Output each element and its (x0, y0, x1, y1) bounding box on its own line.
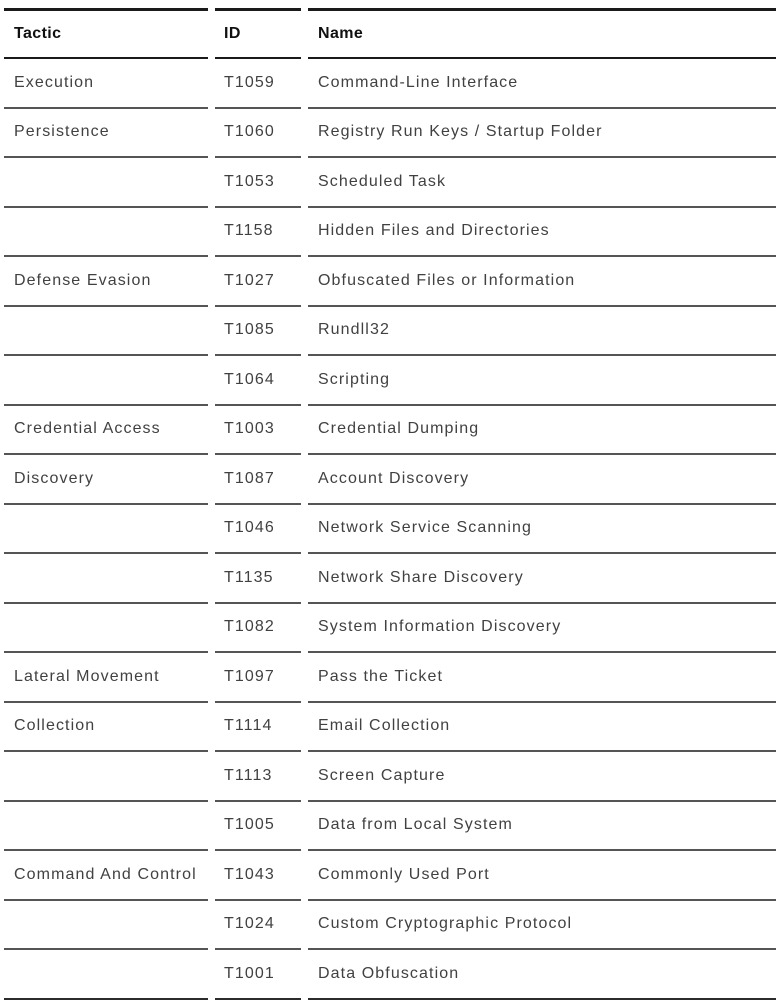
table-row (4, 455, 776, 505)
cell-tactic (4, 950, 208, 1000)
cell-id: T1085 (215, 307, 301, 357)
cell-id: T1158 (215, 208, 301, 258)
cell-id: T1005 (215, 802, 301, 852)
cell-name: Scripting (308, 356, 776, 406)
column-header-id: ID (215, 8, 301, 59)
table-row (4, 950, 776, 1000)
table-row (4, 59, 776, 109)
cell-id: T1027 (215, 257, 301, 307)
cell-name: Obfuscated Files or Information (308, 257, 776, 307)
table-row (4, 851, 776, 901)
cell-name: Scheduled Task (308, 158, 776, 208)
cell-tactic: Persistence (4, 109, 208, 159)
cell-name: Command-Line Interface (308, 59, 776, 109)
cell-tactic (4, 752, 208, 802)
table-row (4, 307, 776, 357)
cell-tactic: Command And Control (4, 851, 208, 901)
table-row (4, 356, 776, 406)
techniques-table (4, 8, 776, 1000)
cell-tactic (4, 158, 208, 208)
table-row (4, 604, 776, 654)
table-body (4, 59, 776, 1000)
cell-id: T1135 (215, 554, 301, 604)
cell-tactic (4, 307, 208, 357)
cell-tactic (4, 505, 208, 555)
cell-id: T1043 (215, 851, 301, 901)
cell-id: T1113 (215, 752, 301, 802)
cell-tactic (4, 356, 208, 406)
cell-id: T1046 (215, 505, 301, 555)
cell-name: Account Discovery (308, 455, 776, 505)
cell-id: T1003 (215, 406, 301, 456)
cell-name: Pass the Ticket (308, 653, 776, 703)
cell-name: Email Collection (308, 703, 776, 753)
cell-id: T1064 (215, 356, 301, 406)
cell-tactic (4, 802, 208, 852)
cell-name: Screen Capture (308, 752, 776, 802)
cell-tactic: Discovery (4, 455, 208, 505)
cell-tactic: Defense Evasion (4, 257, 208, 307)
cell-id: T1053 (215, 158, 301, 208)
cell-name: Credential Dumping (308, 406, 776, 456)
cell-tactic (4, 208, 208, 258)
cell-name: Hidden Files and Directories (308, 208, 776, 258)
column-header-tactic: Tactic (4, 8, 208, 59)
cell-name: Registry Run Keys / Startup Folder (308, 109, 776, 159)
cell-tactic: Lateral Movement (4, 653, 208, 703)
table-row (4, 703, 776, 753)
cell-tactic (4, 604, 208, 654)
table-row (4, 802, 776, 852)
table-row (4, 257, 776, 307)
cell-name: Rundll32 (308, 307, 776, 357)
table-row (4, 901, 776, 951)
cell-name: Network Share Discovery (308, 554, 776, 604)
table-row (4, 554, 776, 604)
cell-name: Network Service Scanning (308, 505, 776, 555)
table-row (4, 653, 776, 703)
cell-id: T1001 (215, 950, 301, 1000)
cell-id: T1060 (215, 109, 301, 159)
cell-tactic (4, 901, 208, 951)
cell-tactic: Credential Access (4, 406, 208, 456)
cell-name: Commonly Used Port (308, 851, 776, 901)
cell-name: Custom Cryptographic Protocol (308, 901, 776, 951)
table-row (4, 406, 776, 456)
cell-name: System Information Discovery (308, 604, 776, 654)
cell-id: T1059 (215, 59, 301, 109)
table-row (4, 505, 776, 555)
cell-name: Data Obfuscation (308, 950, 776, 1000)
cell-id: T1024 (215, 901, 301, 951)
table-row (4, 109, 776, 159)
column-header-name: Name (308, 8, 776, 59)
cell-id: T1097 (215, 653, 301, 703)
cell-tactic (4, 554, 208, 604)
cell-id: T1087 (215, 455, 301, 505)
table-header-row (4, 8, 776, 59)
cell-name: Data from Local System (308, 802, 776, 852)
cell-tactic: Execution (4, 59, 208, 109)
table-row (4, 158, 776, 208)
cell-id: T1114 (215, 703, 301, 753)
table-row (4, 208, 776, 258)
cell-tactic: Collection (4, 703, 208, 753)
cell-id: T1082 (215, 604, 301, 654)
table-row (4, 752, 776, 802)
